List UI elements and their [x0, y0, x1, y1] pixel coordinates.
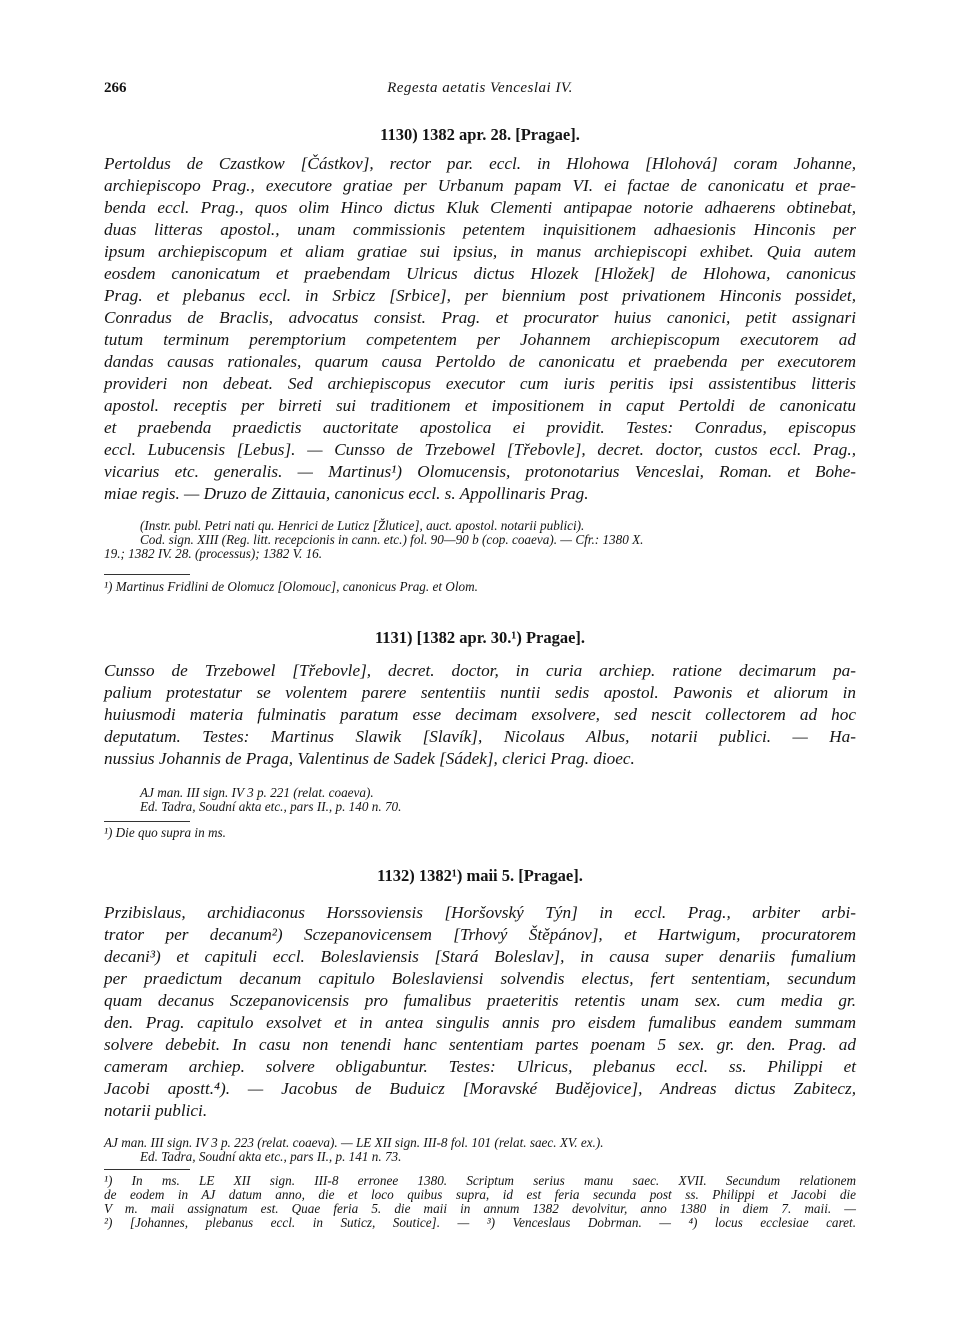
- text-line: trator per decanum²) Sczepanovicensem [Trhový Štěpánov], et Hartwigum, procuratorem: [104, 925, 856, 944]
- text-line: apostol. receptis per birreti sui traditionem et impositionem in caput Pertoldi de canonicatu: [104, 396, 856, 415]
- footnote-line: ¹) Martinus Fridlini de Olomucz [Olomouc], canonicus Prag. et Olom.: [104, 579, 478, 594]
- source-line: Cod. sign. XIII (Reg. litt. recepcionis in cann. etc.) fol. 90—90 b (cop. coaeva). — Cfr.: 1380 X.: [140, 532, 644, 547]
- entry-heading: 1131) [1382 apr. 30.¹) Pragae].: [374, 628, 586, 647]
- footnote: [104, 580, 856, 594]
- footnote-line: ²) [Johannes, plebanus eccl. in Suticz, Soutice]. — ³) Venceslaus Dobrman. — ⁴) locus ecclesiae caret.: [104, 1215, 856, 1230]
- text-line: eccl. Lubucensis [Lebus]. — Cunsso de Trzebowel [Třebovle], decret. doctor, custos eccl. Prag.,: [104, 440, 856, 459]
- source-line: AJ man. III sign. IV 3 p. 223 (relat. coaeva). — LE XII sign. III-8 fol. 101 (relat. saec. XV. ex.).: [104, 1135, 604, 1150]
- text-line: archiepiscopo Prag., executore gratiae per Urbanum papam VI. ei factae de canonicatu et prae-: [104, 176, 856, 195]
- source-line: (Instr. publ. Petri nati qu. Henrici de Luticz [Žlutice], auct. apostol. notarii publici).: [140, 518, 585, 533]
- text-line: notarii publici.: [104, 1101, 208, 1120]
- source-citation: [104, 519, 856, 561]
- source-line: Ed. Tadra, Soudní akta etc., pars II., p. 141 n. 73.: [140, 1149, 402, 1164]
- entry-text: [104, 153, 856, 505]
- entry-text: [104, 902, 856, 1122]
- text-line: per praedictum decanum capitulo Boleslaviensi solvendis electus, fert sententiam, secundum: [104, 969, 856, 988]
- text-line: duas litteras apostol., unam commissionis petentem inquisitionem adhaesionis Hinconis per: [104, 220, 856, 239]
- footnote-line: ¹) In ms. LE XII sign. III-8 erronee 1380. Scriptum serius manu saec. XVII. Secundum relationem: [104, 1173, 856, 1188]
- source-citation: [104, 1136, 856, 1164]
- footnote-line: ¹) Die quo supra in ms.: [104, 825, 226, 840]
- footnote: [104, 826, 856, 840]
- text-line: vicarius etc. generalis. — Martinus¹) Olomucensis, protonotarius Venceslai, Roman. et Bohe-: [104, 462, 856, 481]
- running-title: Regesta aetatis Venceslai IV.: [387, 80, 573, 96]
- footnote-rule: [104, 821, 190, 822]
- text-line: tutum terminum peremptorium competentem per Johannem archiepiscopum executorem ad: [104, 330, 856, 349]
- text-line: den. Prag. capitulo exsolvet et in antea singulis annis pro eisdem fumalibus eandem summam: [104, 1013, 856, 1032]
- source-citation: [104, 786, 856, 814]
- text-line: Cunsso de Trzebowel [Třebovle], decret. doctor, in curia archiep. ratione decimarum pa-: [104, 661, 856, 680]
- text-line: Przibislaus, archidiaconus Horssoviensis [Horšovský Týn] in eccl. Prag., arbiter arbi-: [104, 903, 856, 922]
- text-line: provideri non debeat. Sed archiepiscopus executor cum iuris peritis ipsi assistentibus litteris: [104, 374, 856, 393]
- footnote-rule: [104, 1169, 190, 1170]
- text-line: quam decanus Sczepanovicensis pro fumalibus praeteritis retentis unam sex. cum media gr.: [104, 991, 856, 1010]
- text-line: Conradus de Braclis, advocatus consist. Prag. et procurator huius canonici, petit assignari: [104, 308, 856, 327]
- text-line: Prag. et plebanus eccl. in Srbicz [Srbice], per biennium post privationem Hinconis possidet,: [104, 286, 856, 305]
- footnote-line: V m. maii assignatum est. Quae feria 5. die maii in annum 1382 devolvitur, anno 1380 in diem 7. maii. —: [104, 1201, 856, 1216]
- text-line: cameram archiep. solvere obligabuntur. Testes: Ulricus, plebanus eccl. ss. Philippi et: [104, 1057, 856, 1076]
- text-line: Pertoldus de Czastkow [Částkov], rector par. eccl. in Hlohowa [Hlohová] coram Johanne,: [104, 154, 856, 173]
- source-line: Ed. Tadra, Soudní akta etc., pars II., p. 140 n. 70.: [140, 799, 402, 814]
- text-line: ipsum archiepiscopum et aliam gratiae sui ipsius, in manus archiepiscopi exhibet. Quia autem: [104, 242, 856, 261]
- entry-text: [104, 660, 856, 770]
- text-line: nussius Johannis de Praga, Valentinus de Sadek [Sádek], clerici Prag. dioec.: [104, 749, 635, 768]
- text-line: huiusmodi materia fulminatis paratum esse decimam exsolvere, sed nescit collectorem ad hoc: [104, 705, 856, 724]
- footnote-rule: [104, 574, 190, 575]
- text-line: dandas causas rationales, quarum causa Pertoldo de canonicatu et praebenda per executorem: [104, 352, 856, 371]
- text-line: decani³) et capituli eccl. Boleslaviensis [Stará Boleslav], in causa super denariis fumalium: [104, 947, 856, 966]
- page-number: 266: [104, 80, 127, 96]
- entry-heading: 1132) 1382¹) maii 5. [Pragae].: [377, 866, 583, 885]
- source-line: 19.; 1382 IV. 28. (processus); 1382 V. 16.: [104, 546, 323, 561]
- text-line: Jacobi apostt.⁴). — Jacobus de Buduicz [Moravské Budějovice], Andreas dictus Zabitecz,: [104, 1079, 856, 1098]
- text-line: benda eccl. Prag., quos olim Hinco dictus Kluk Clementi antipapae notorie adhaerens obtinebat,: [104, 198, 856, 217]
- footnote-line: de eodem in AJ datum anno, die et loco quibus supra, id est feria secunda post ss. Philippi et Jacobi die: [104, 1187, 856, 1202]
- text-line: miae regis. — Druzo de Zittauia, canonicus eccl. s. Appollinaris Prag.: [104, 484, 589, 503]
- text-line: solvere debebit. In casu non tenendi hanc sententiam partes poenam 5 sex. gr. den. Prag. ad: [104, 1035, 856, 1054]
- entry-heading: 1130) 1382 apr. 28. [Pragae].: [380, 125, 580, 144]
- text-line: et praebenda praedictis auctoritate apostolica ei providit. Testes: Conradus, episcopus: [104, 418, 856, 437]
- text-line: deputatum. Testes: Martinus Slawik [Slavík], Nicolaus Albus, notarii publici. — Ha-: [104, 727, 856, 746]
- footnote: [104, 1174, 856, 1230]
- text-line: eosdem canonicatum et praebendam Ulricus dictus Hlozek [Hložek] de Hlohowa, canonicus: [104, 264, 856, 283]
- text-line: palium protestatur se volentem parere sententiis nuntii sedis apostol. Pawonis et aliorum in: [104, 683, 856, 702]
- source-line: AJ man. III sign. IV 3 p. 221 (relat. coaeva).: [140, 785, 374, 800]
